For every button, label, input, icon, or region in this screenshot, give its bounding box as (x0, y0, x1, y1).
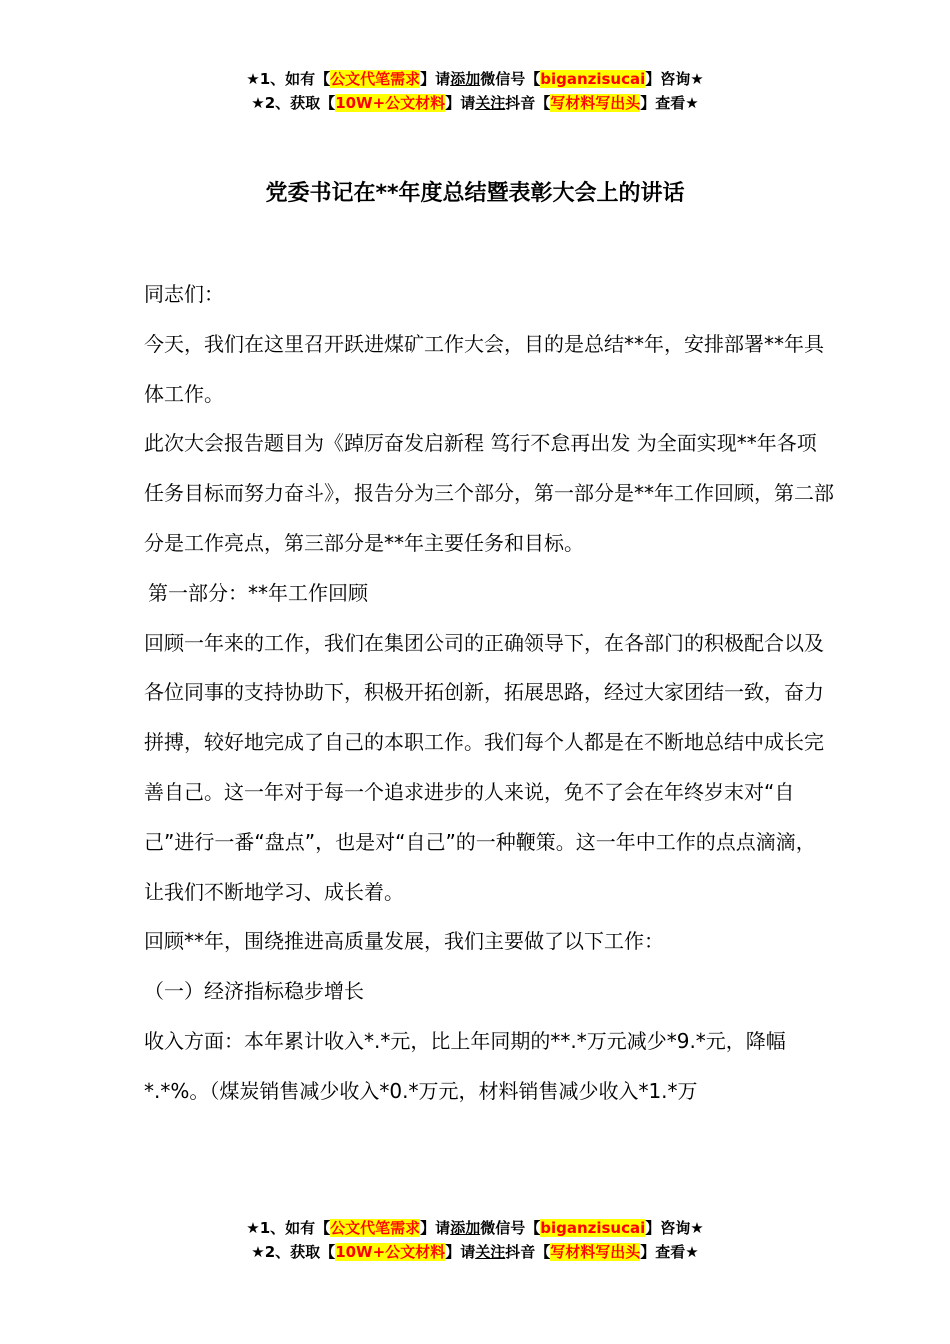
banner-highlight: 公文代笔需求 (330, 70, 421, 88)
banner-text: 】请 (445, 94, 476, 112)
banner-highlight: biganzisucai (540, 70, 646, 88)
banner-underline: 关注 (475, 1243, 506, 1261)
subsection-heading: （一）经济指标稳步增长 (144, 979, 364, 1004)
banner-text: 】查看★ (640, 94, 699, 112)
banner-line-2 (0, 1240, 950, 1264)
document-body (144, 270, 834, 1117)
banner-highlight: 公文代笔需求 (330, 1219, 421, 1237)
banner-line-1 (0, 1216, 950, 1240)
banner-highlight: 10W+公文材料 (335, 1243, 446, 1261)
section-heading: 第一部分：**年工作回顾 (148, 580, 368, 605)
banner-highlight: 写材料写出头 (550, 94, 641, 112)
banner-line-2 (0, 91, 950, 115)
paragraph: 回顾**年，围绕推进高质量发展，我们主要做了以下工作： (144, 929, 664, 954)
banner-text: 抖音【 (505, 1243, 551, 1261)
banner-text: 】咨询★ (645, 70, 704, 88)
banner-text: ★1、如有【 (246, 1219, 331, 1237)
banner-text: 】请 (445, 1243, 476, 1261)
banner-line-1 (0, 67, 950, 91)
banner-text: ★2、获取【 (251, 94, 336, 112)
banner-underline: 关注 (475, 94, 506, 112)
banner-text: 抖音【 (505, 94, 551, 112)
banner-text: 】请 (420, 1219, 451, 1237)
paragraph: 此次大会报告题目为《踔厉奋发启新程 笃行不怠再出发 为全面实现**年各项任务目标而努力奋斗》，报告分为三个部分，第一部分是**年工作回顾，第二部分是工作亮点，第三部分是**年主要任务和目标。 (144, 431, 834, 555)
banner-text: 】查看★ (640, 1243, 699, 1261)
banner-text: ★2、获取【 (251, 1243, 336, 1261)
banner-text: 微信号【 (480, 70, 541, 88)
banner-text: 】咨询★ (645, 1219, 704, 1237)
footer-banner (0, 1216, 950, 1264)
banner-text: ★1、如有【 (246, 70, 331, 88)
banner-underline: 添加 (450, 1219, 481, 1237)
header-banner (0, 67, 950, 115)
document-title: 党委书记在**年度总结暨表彰大会上的讲话 (265, 181, 685, 206)
banner-highlight: 写材料写出头 (550, 1243, 641, 1261)
paragraph: 回顾一年来的工作，我们在集团公司的正确领导下，在各部门的积极配合以及各位同事的支持协助下，积极开拓创新，拓展思路，经过大家团结一致，奋力拼搏，较好地完成了自己的本职工作。我们每个人都是在不断地总结中成长完善自己。这一年对于每一个追求进步的人来说，免不了会在年终岁末对“自己”进行一番“盘点”，也是对“自己”的一种鞭策。这一年中工作的点点滴滴，让我们不断地学习、成长着。 (144, 630, 824, 904)
banner-text: 微信号【 (480, 1219, 541, 1237)
paragraph: 收入方面：本年累计收入*.*元，比上年同期的**.*万元减少*9.*元，降幅*.*%。（煤炭销售减少收入*0.*万元，材料销售减少收入*1.*万 (144, 1028, 786, 1103)
paragraph: 今天，我们在这里召开跃进煤矿工作大会，目的是总结**年，安排部署**年具体工作。 (144, 331, 824, 406)
salutation: 同志们： (144, 282, 224, 306)
banner-highlight: 10W+公文材料 (335, 94, 446, 112)
banner-underline: 添加 (450, 70, 481, 88)
banner-text: 】请 (420, 70, 451, 88)
banner-highlight: biganzisucai (540, 1219, 646, 1237)
